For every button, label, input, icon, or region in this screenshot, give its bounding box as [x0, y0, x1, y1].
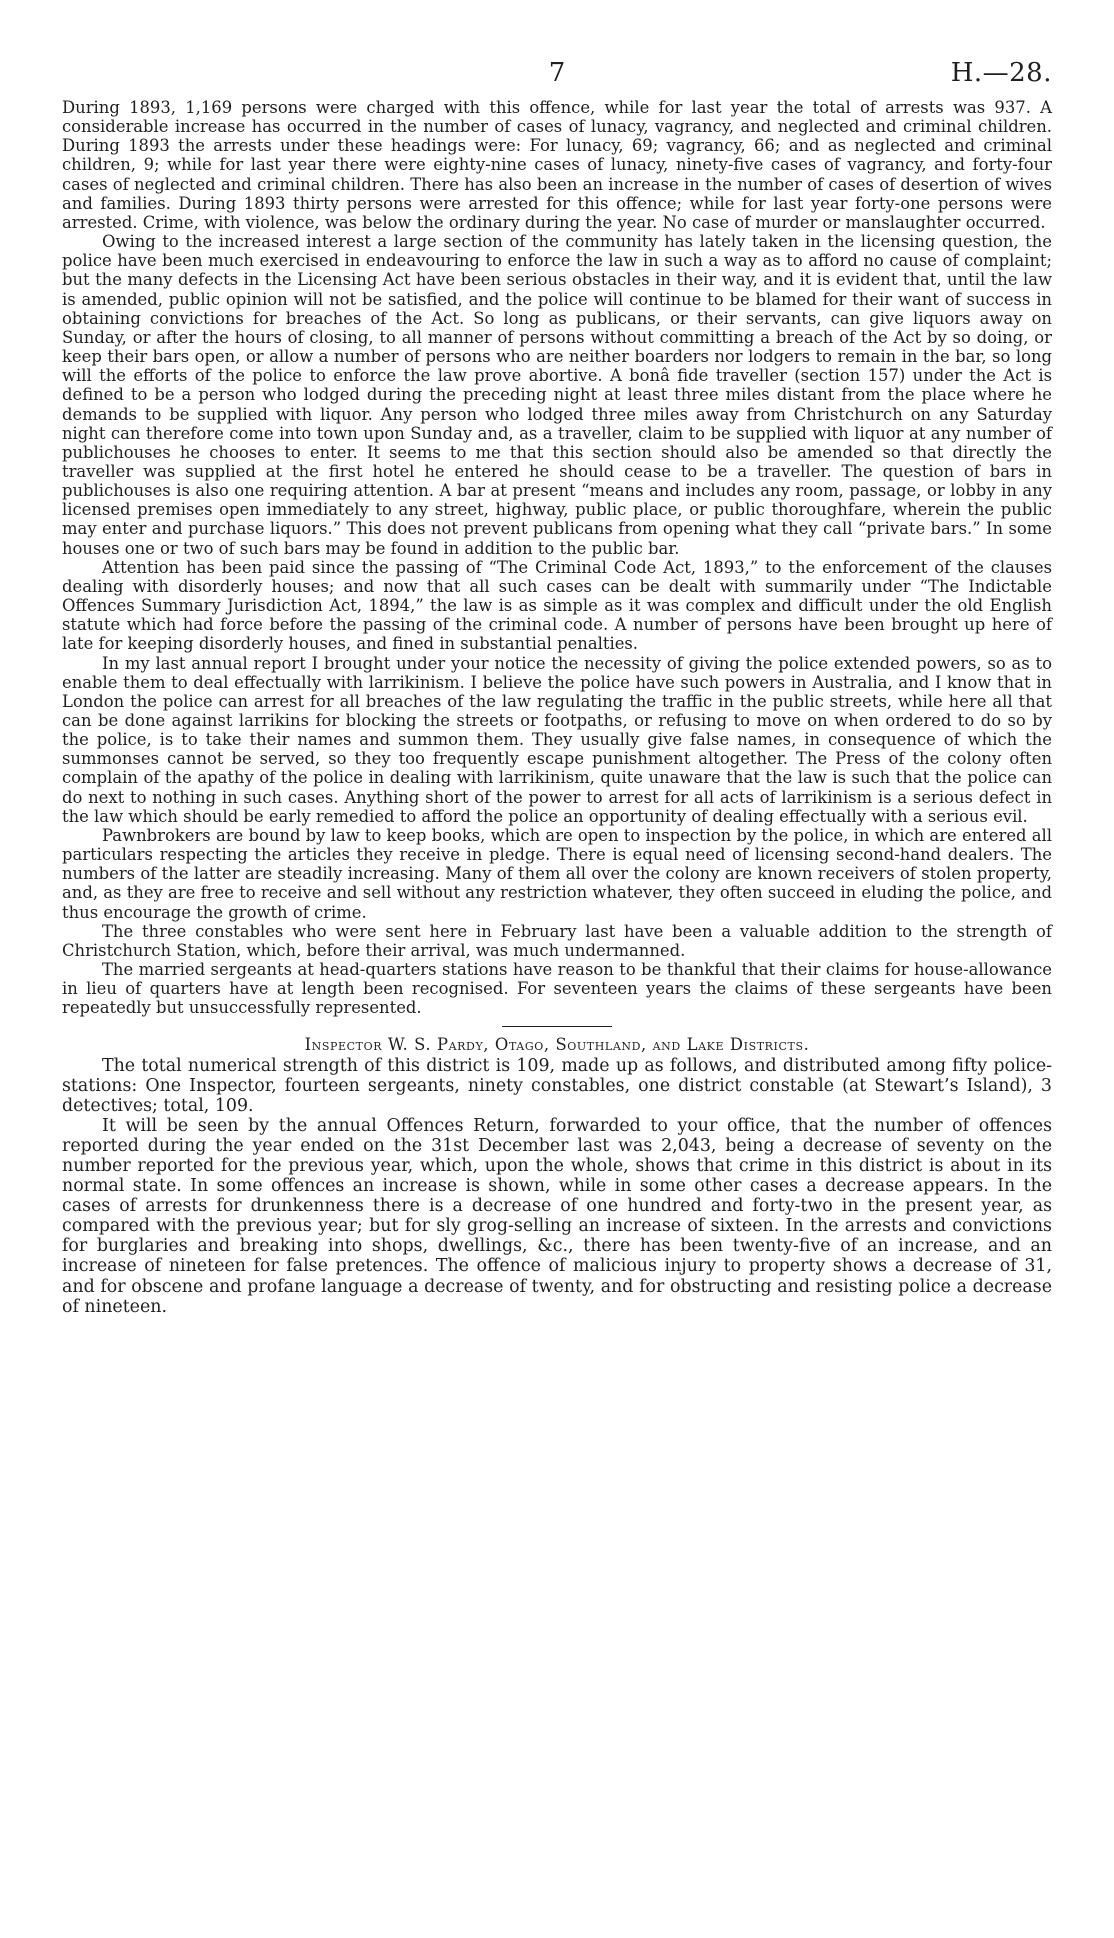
document-page — [62, 58, 1052, 1317]
page-header — [62, 58, 1052, 98]
paragraph-arrests-summary: During 1893, 1,169 persons were charged with this offence, while for last year the total of arrests was 937. A considerable increase has occurred in the number of cases of lunacy, vagrancy, and neglected and criminal children. During 1893 the arrests under these headings were: For lunacy, 69; vagrancy, 66; and as neglected and criminal children, 9; while for last year there were eighty-nine cases of lunacy, ninety-five cases of vagrancy, and forty-four cases of neglected and criminal children. There has also been an increase in the number of cases of desertion of wives and families. During 1893 thirty persons were arrested for this offence; while for last year forty-one persons were arrested. Crime, with violence, was below the ordinary during the year. No case of murder or manslaughter occurred. — [62, 98, 1052, 232]
report-section-christchurch — [62, 98, 1052, 1018]
paragraph-constables: The three constables who were sent here in February last have been a valuable addition to the strength of Christchurch Station, which, before their arrival, was much undermanned. — [62, 921, 1052, 960]
document-reference: H.—28. — [950, 58, 1052, 88]
paragraph-offences-return: It will be seen by the annual Offences Return, forwarded to your office, that the number of offences reported during the year ended on the 31st December last was 2,043, being a decrease of seventy on the number reported for the previous year, which, upon the whole, shows that crime in this district is about in its normal state. In some offences an increase is shown, while in some other cases a decrease appears. In the cases of arrests for drunkenness there is a decrease of one hundred and forty-two in the present year, as compared with the previous year; but for sly grog-selling an increase of sixteen. In the arrests and convictions for burglaries and breaking into shops, dwellings, &c., there has been twenty-five of an increase, and an increase of nineteen for false pretences. The offence of malicious injury to property shows a decrease of 31, and for obscene and profane language a decrease of twenty, and for obstructing and resisting police a decrease of nineteen. — [62, 1115, 1052, 1317]
paragraph-district-strength: The total numerical strength of this district is 109, made up as follows, and distributed among fifty police-stations: One Inspector, fourteen sergeants, ninety constables, one district constable (at Stewart’s Island), 3 detectives; total, 109. — [62, 1055, 1052, 1116]
page-number: 7 — [548, 58, 566, 88]
paragraph-licensing-question: Owing to the increased interest a large section of the community has lately taken in the licensing question, the police have been much exercised in endeavouring to enforce the law in such a way as to afford no cause of complaint; but the many defects in the Licensing Act have been serious obstacles in their way, and it is evident that, until the law is amended, public opinion will not be satisfied, and the police will continue to be blamed for their want of success in obtaining convictions for breaches of the Act. So long as publicans, or their servants, can give liquors away on Sunday, or after the hours of closing, to all manner of persons without committing a breach of the Act by so doing, or keep their bars open, or allow a number of persons who are neither boarders nor lodgers to remain in the bar, so long will the efforts of the police to enforce the law prove abortive. A bonâ fide traveller (section 157) under the Act is defined to be a person who lodged during the preceding night at least three miles distant from the place where he demands to be supplied with liquor. Any person who lodged three miles away from Christchurch on any Saturday night can therefore come into town upon Sunday and, as a traveller, claim to be supplied with liquor at any number of publichouses he chooses to enter. It seems to me that this section should also be amended so that directly the traveller was supplied at the first hotel he entered he should cease to be a traveller. The question of bars in publichouses is also one requiring attention. A bar at present “means and includes any room, passage, or lobby in any licensed premises open immediately to any street, highway, public place, or public thoroughfare, wherein the public may enter and purchase liquors.” This does not prevent publicans from opening what they call “private bars.” In some houses one or two of such bars may be found in addition to the public bar. — [62, 232, 1052, 558]
section-heading: Inspector W. S. Pardy, Otago, Southland, and Lake Districts. — [304, 1034, 810, 1054]
report-section-otago — [62, 1056, 1052, 1317]
paragraph-pawnbrokers: Pawnbrokers are bound by law to keep books, which are open to inspection by the police, in which are entered all particulars respecting the articles they receive in pledge. There is equal need of licensing second-hand dealers. The numbers of the latter are steadily increasing. Many of them all over the colony are known receivers of stolen property, and, as they are free to receive and sell without any restriction whatever, they often succeed in eluding the police, and thus encourage the growth of crime. — [62, 825, 1052, 922]
section-divider — [502, 1026, 612, 1027]
paragraph-sergeants-allowance: The married sergeants at head-quarters stations have reason to be thankful that their claims for house-allowance in lieu of quarters have at length been recognised. For seventeen years the claims of these sergeants have been repeatedly but unsuccessfully represented. — [62, 960, 1052, 1018]
paragraph-disorderly-houses: Attention has been paid since the passing of “The Criminal Code Act, 1893,” to the enforcement of the clauses dealing with disorderly houses; and now that all such cases can be dealt with summarily under “The Indictable Offences Summary Jurisdiction Act, 1894,” the law is as simple as it was complex and difficult under the old English statute which had force before the passing of the criminal code. A number of persons have been brought up here of late for keeping disorderly houses, and fined in substantial penalties. — [62, 557, 1052, 654]
paragraph-larrikinism: In my last annual report I brought under your notice the necessity of giving the police extended powers, so as to enable them to deal effectually with larrikinism. I believe the police have such powers in Australia, and I know that in London the police can arrest for all breaches of the law regulating the traffic in the public streets, while here all that can be done against larrikins for blocking the streets or footpaths, or refusing to move on when ordered to do so by the police, is to take their names and summon them. They usually give false names, in consequence of which the summonses cannot be served, so they too frequently escape punishment altogether. The Press of the colony often complain of the apathy of the police in dealing with larrikinism, quite unaware that the law is such that the police can do next to nothing in such cases. Anything short of the power to arrest for all acts of larrikinism is a serious defect in the law which should be early remedied to afford the police an opportunity of dealing effectually with a serious evil. — [62, 653, 1052, 826]
